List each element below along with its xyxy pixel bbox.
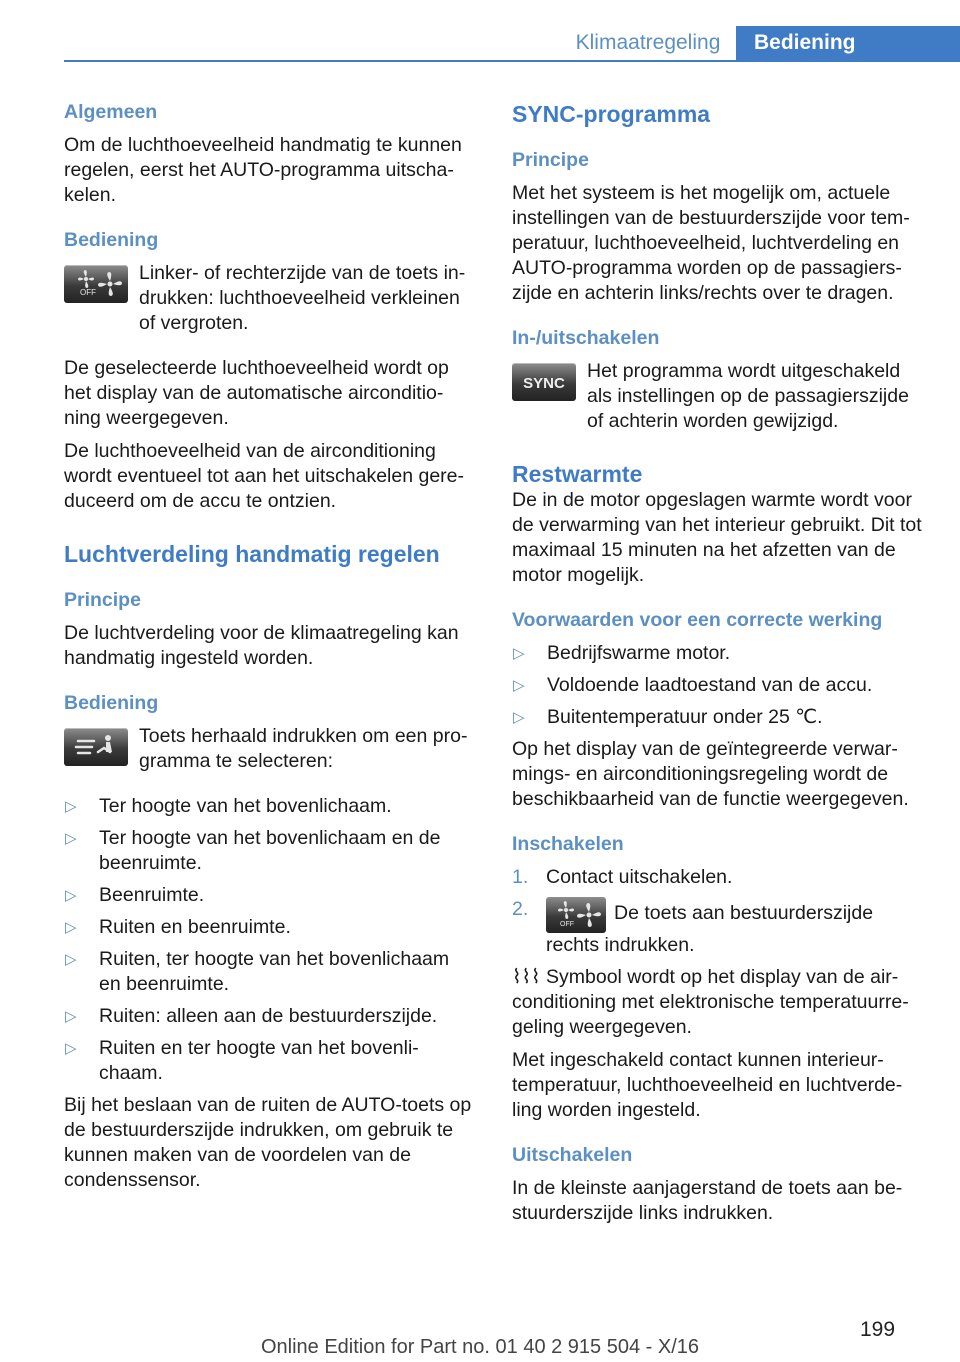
footer-edition: Online Edition for Part no. 01 40 2 915 504 - X/16: [260, 1336, 700, 1358]
principe-heading-left: Principe: [64, 589, 141, 611]
bullet-arrow-icon: ▷: [65, 887, 77, 904]
contact-paragraph: Met ingeschakeld contact kunnen interieur-temperatuur, luchthoeveelheid en luchtverde-ling worden ingesteld.: [512, 1049, 903, 1121]
conditions-list: [512, 641, 928, 730]
principe-text-left: De luchtverdeling voor de klimaatregeling kan handmatig ingesteld worden.: [64, 622, 459, 669]
restwarmte-heading: Restwarmte: [512, 461, 643, 487]
header-rule: [64, 60, 960, 62]
list-item: ▷ Buitentemperatuur onder 25 ℃.: [513, 706, 823, 728]
bullet-arrow-icon: ▷: [65, 798, 77, 815]
bediening-heading-2: Bediening: [64, 692, 159, 714]
uitschakelen-text: In de kleinste aanjagerstand de toets aan be-stuurderszijde links indrukken.: [512, 1177, 903, 1224]
bediening-text-1: Linker- of rechterzijde van de toets in-drukken: luchthoeveelheid verkleinen of vergroten.: [139, 262, 466, 334]
display-paragraph: De geselecteerde luchthoeveelheid wordt op het display van de automatische airconditio-ning weergegeven.: [64, 357, 449, 429]
symbol-paragraph: ⌇⌇⌇ Symbool wordt op het display van de air-conditioning met elektronische temperatuurre-geling weergegeven.: [512, 966, 909, 1038]
svg-text:OFF: OFF: [560, 921, 574, 928]
inschakelen-steps: [512, 865, 928, 958]
bediening-heading-1: Bediening: [64, 229, 159, 251]
bullet-arrow-icon: ▷: [513, 645, 525, 662]
inuit-heading: In-/uitschakelen: [512, 327, 660, 349]
bullet-arrow-icon: ▷: [65, 951, 77, 968]
list-item: ▷ Ruiten en beenruimte.: [65, 916, 291, 938]
bullet-arrow-icon: ▷: [65, 1008, 77, 1025]
list-item: ▷ Voldoende laadtoestand van de accu.: [513, 674, 873, 696]
airflow-key-paragraph: [64, 724, 476, 774]
uitschakelen-heading: Uitschakelen: [512, 1144, 633, 1166]
voorwaarden-heading: Voorwaarden voor een correcte werking: [512, 609, 883, 631]
svg-text:SYNC: SYNC: [523, 375, 565, 392]
bullet-arrow-icon: ▷: [65, 1040, 77, 1057]
list-item: ▷ Beenruimte.: [65, 884, 205, 906]
battery-paragraph: De luchthoeveelheid van de airconditioning wordt eventueel tot aan het uitschakelen gere-duceerd om de accu te ontzien.: [64, 440, 465, 512]
sync-key-paragraph: [512, 359, 928, 434]
heat-symbol-icon: ⌇⌇⌇: [512, 966, 541, 988]
svg-text:OFF: OFF: [80, 288, 96, 297]
fan-off-key-icon: [546, 897, 606, 933]
algemeen-text: Om de luchthoeveelheid handmatig te kunnen regelen, eerst het AUTO-programma uitscha-kelen.: [64, 134, 462, 206]
air-distribution-key-icon: [64, 728, 128, 766]
bullet-arrow-icon: ▷: [65, 830, 77, 847]
list-item: ▷ Ruiten: alleen aan de bestuurderszijde.: [65, 1005, 438, 1027]
header-section-tab: Klimaatregeling: [575, 31, 721, 54]
fan-off-key-icon: [64, 265, 128, 303]
list-item: ▷ Ruiten, ter hoogte van het bovenlichaam en beenruimte.: [65, 948, 450, 995]
sync-heading: SYNC-programma: [512, 101, 711, 127]
list-item: ▷ Bedrijfswarme motor.: [513, 642, 731, 664]
header-chapter-tab: Bediening: [736, 26, 960, 60]
algemeen-heading: Algemeen: [64, 101, 158, 123]
inuit-text: Het programma wordt uitgeschakeld als instellingen op de passagierszijde of achterin worden gewijzigd.: [587, 360, 909, 432]
sync-key-icon: [512, 363, 576, 401]
bullet-arrow-icon: ▷: [65, 919, 77, 936]
principe-heading-right: Principe: [512, 149, 589, 171]
list-item: ▷ Ter hoogte van het bovenlichaam en de beenruimte.: [65, 827, 441, 874]
airflow-program-list: [64, 794, 476, 1086]
bullet-arrow-icon: ▷: [513, 677, 525, 694]
step-item: 2. OFF De toets aan bestuurderszijde rechts indrukken.: [512, 898, 874, 956]
list-item: ▷ Ruiten en ter hoogte van het bovenli-chaam.: [65, 1037, 419, 1084]
principe-text-right: Met het systeem is het mogelijk om, actuele instellingen van de bestuurderszijde voor tem-peratuur, luchthoeveelheid, luchtverdeling en AUTO-programma worden op de passagiers-zijde en achterin links/rechts over te dragen.: [512, 182, 910, 304]
bullet-arrow-icon: ▷: [513, 709, 525, 726]
bediening-text-2: Toets herhaald indrukken om een pro-gramma te selecteren:: [139, 725, 468, 772]
luchtverdeling-heading: Luchtverdeling handmatig regelen: [64, 541, 440, 567]
display-availability-text: Op het display van de geïntegreerde verwar-mings- en airconditioningsregeling wordt de beschikbaarheid van de functie weergegeven.: [512, 738, 909, 810]
left-column: [64, 100, 476, 1193]
fan-key-paragraph: [64, 261, 476, 336]
page-number: 199: [860, 1318, 896, 1341]
closing-paragraph: Bij het beslaan van de ruiten de AUTO-toets op de bestuurderszijde indrukken, om gebruik te kunnen maken van de voordelen van de condenssensor.: [64, 1094, 472, 1191]
list-item: ▷ Ter hoogte van het bovenlichaam.: [65, 795, 392, 817]
restwarmte-text: De in de motor opgeslagen warmte wordt voor de verwarming van het interieur gebruikt. Dit tot maximaal 15 minuten na het afzetten van de motor mogelijk.: [512, 489, 922, 586]
step-item: 1. Contact uitschakelen.: [512, 866, 733, 888]
inschakelen-heading: Inschakelen: [512, 833, 624, 855]
right-column: [512, 100, 928, 1226]
